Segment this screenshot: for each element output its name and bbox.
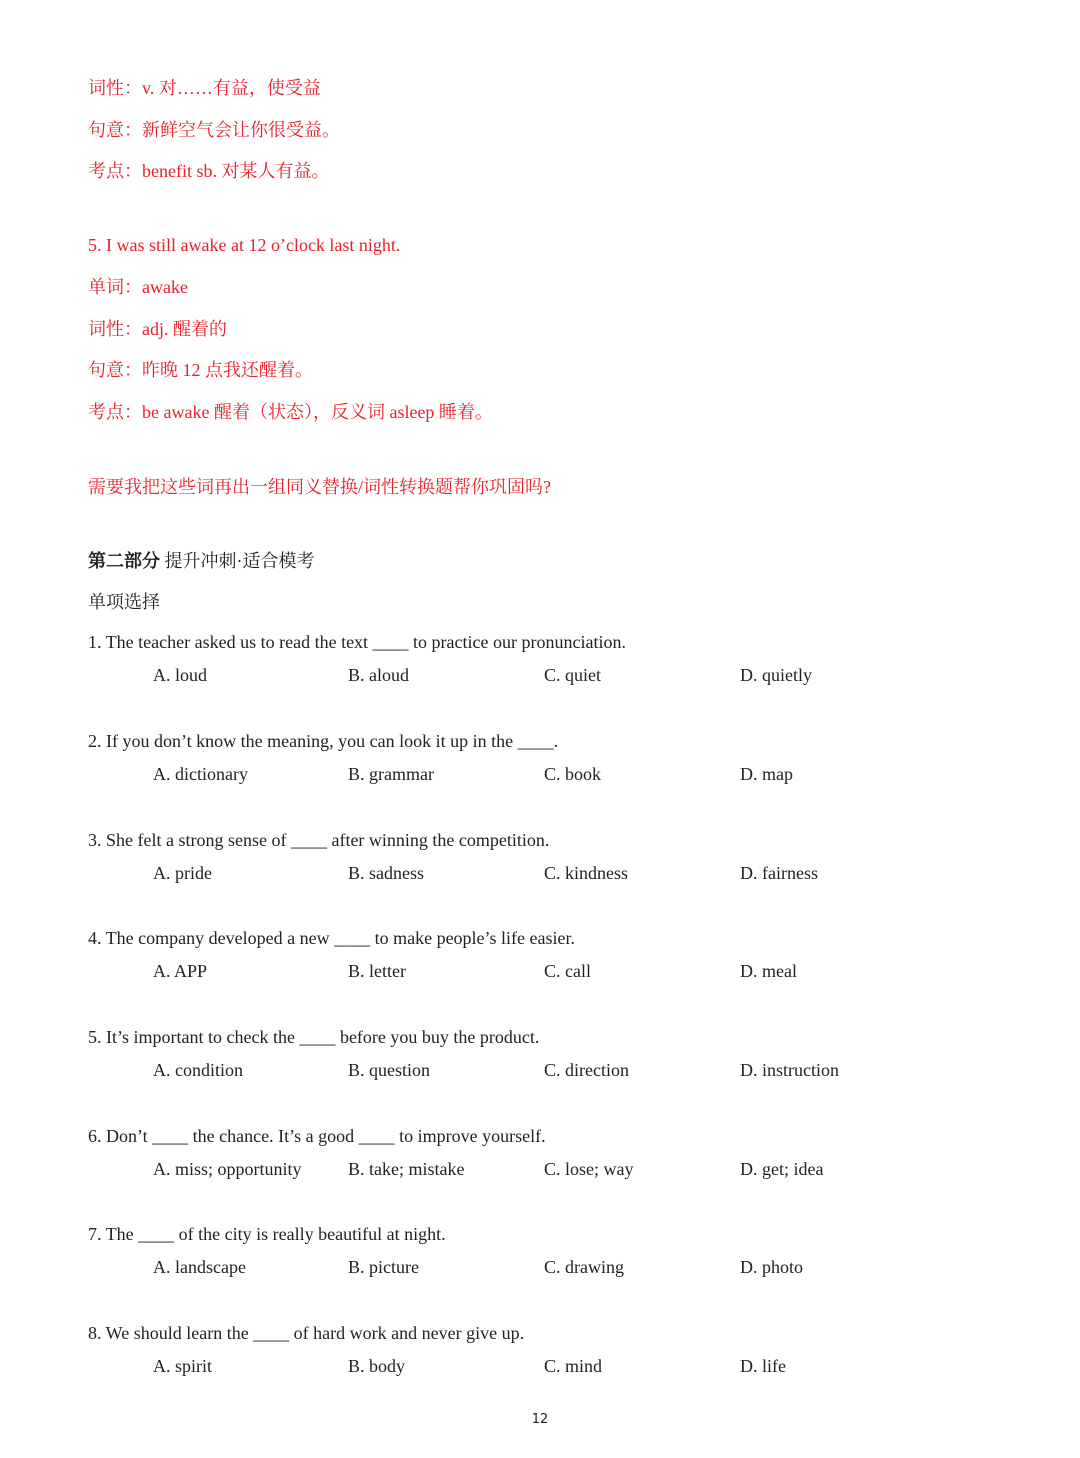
option-d: D. map: [740, 764, 793, 784]
item5-meaning: 句意：昨晚 12 点我还醒着。: [88, 360, 313, 380]
question-text: 8. We should learn the ____ of hard work and never give up.: [88, 1323, 525, 1343]
option-d: D. get; idea: [740, 1159, 824, 1179]
question-text: 2. If you don’t know the meaning, you can look it up in the ____.: [88, 731, 559, 751]
option-d: D. instruction: [740, 1060, 839, 1080]
option-b: B. letter: [348, 961, 406, 981]
option-b: B. question: [348, 1060, 431, 1080]
option-d: D. quietly: [740, 665, 812, 685]
option-a: A. dictionary: [153, 764, 248, 784]
option-c: C. direction: [544, 1060, 629, 1080]
option-a: A. miss; opportunity: [153, 1159, 302, 1179]
question-text: 3. She felt a strong sense of ____ after winning the competition.: [88, 830, 550, 850]
option-d: D. fairness: [740, 863, 818, 883]
option-a: A. APP: [153, 961, 208, 981]
option-a: A. landscape: [153, 1257, 246, 1277]
option-c: C. book: [544, 764, 602, 784]
item5-word: 单词：awake: [88, 277, 188, 297]
option-b: B. sadness: [348, 863, 424, 883]
option-c: C. lose; way: [544, 1159, 634, 1179]
prev-point: 考点：benefit sb. 对某人有益。: [88, 161, 330, 181]
item5-sentence: 5. I was still awake at 12 o’clock last night.: [88, 235, 401, 255]
question-text: 1. The teacher asked us to read the text ____ to practice our pronunciation.: [88, 632, 626, 652]
prev-meaning: 句意：新鲜空气会让你很受益。: [88, 120, 340, 140]
question-text: 5. It’s important to check the ____ before you buy the product.: [88, 1027, 540, 1047]
option-c: C. drawing: [544, 1257, 624, 1277]
option-c: C. kindness: [544, 863, 629, 883]
part2-subheading: 单项选择: [88, 592, 160, 612]
option-b: B. picture: [348, 1257, 419, 1277]
option-a: A. loud: [153, 665, 207, 685]
part2-heading-label: 第二部分: [88, 551, 160, 571]
option-a: A. pride: [153, 863, 212, 883]
page-number: 12: [531, 1412, 549, 1427]
option-b: B. body: [348, 1356, 406, 1376]
option-a: A. spirit: [153, 1356, 213, 1376]
option-d: D. life: [740, 1356, 786, 1376]
question-text: 7. The ____ of the city is really beautiful at night.: [88, 1224, 446, 1244]
item5-pos: 词性：adj. 醒着的: [88, 319, 227, 339]
prev-pos: 词性：v. 对……有益，使受益: [88, 78, 321, 98]
part2-heading-title: 提升冲刺·适合模考: [160, 551, 315, 571]
option-d: D. photo: [740, 1257, 803, 1277]
part2-heading: [88, 549, 315, 573]
option-d: D. meal: [740, 961, 797, 981]
option-b: B. take; mistake: [348, 1159, 465, 1179]
option-b: B. aloud: [348, 665, 409, 685]
option-c: C. mind: [544, 1356, 603, 1376]
question-text: 4. The company developed a new ____ to make people’s life easier.: [88, 928, 576, 948]
question-text: 6. Don’t ____ the chance. It’s a good ____ to improve yourself.: [88, 1126, 546, 1146]
option-b: B. grammar: [348, 764, 434, 784]
option-c: C. call: [544, 961, 591, 981]
option-c: C. quiet: [544, 665, 601, 685]
followup-question: 需要我把这些词再出一组同义替换/词性转换题帮你巩固吗?: [88, 477, 551, 497]
option-a: A. condition: [153, 1060, 243, 1080]
item5-point: 考点：be awake 醒着（状态），反义词 asleep 睡着。: [88, 402, 493, 422]
